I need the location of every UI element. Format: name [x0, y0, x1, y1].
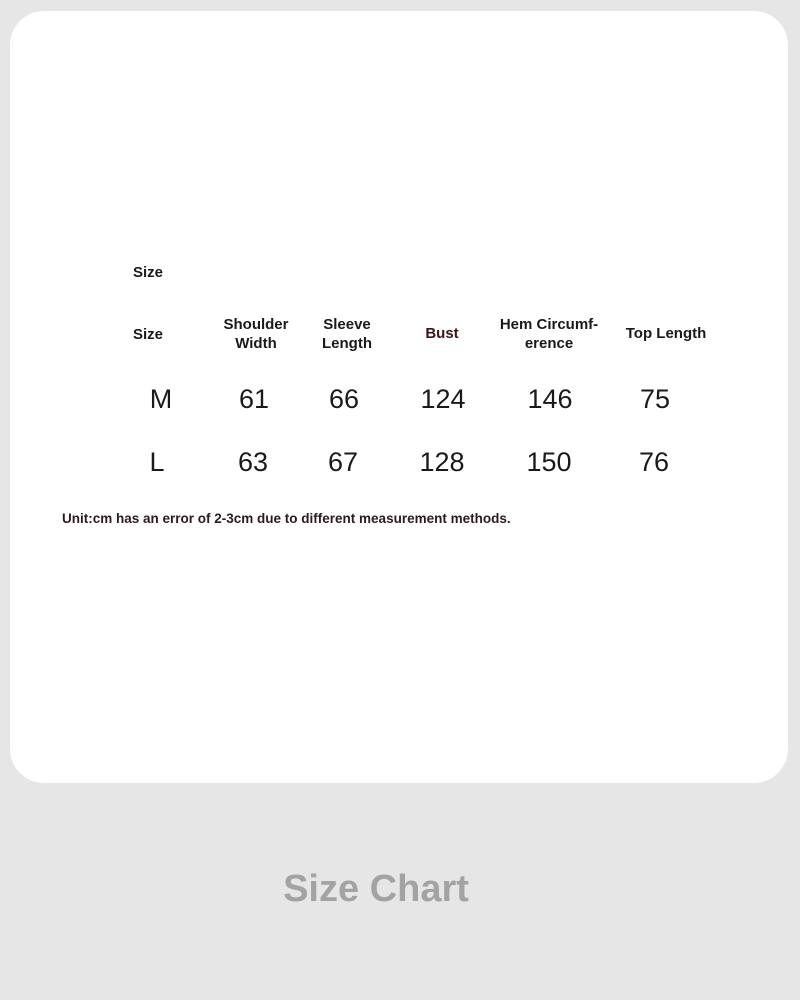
table-cell: 66: [328, 384, 360, 414]
header-shoulder-width: Shoulder Width: [223, 316, 289, 352]
header-size: Size: [133, 326, 164, 343]
table-cell: M: [149, 384, 173, 414]
table-cell: 146: [527, 384, 573, 414]
table-cell: 76: [638, 447, 670, 477]
header-bust: Bust: [425, 325, 459, 342]
table-cell: 128: [419, 447, 465, 477]
table-cell: 67: [327, 447, 359, 477]
header-top-length: Top Length: [625, 325, 707, 342]
size-chart-card: [10, 11, 788, 783]
table-cell: L: [149, 447, 165, 477]
table-title: Size: [133, 264, 164, 281]
table-cell: 124: [420, 384, 466, 414]
header-sleeve-length: Sleeve Length: [322, 316, 372, 352]
table-cell: 61: [238, 384, 270, 414]
table-cell: 75: [639, 384, 671, 414]
table-cell: 150: [526, 447, 572, 477]
size-chart-title: Size Chart: [283, 868, 469, 910]
table-cell: 63: [237, 447, 269, 477]
header-hem-circumference: Hem Circumf- erence: [499, 316, 599, 352]
measurement-note: Unit:cm has an error of 2-3cm due to different measurement methods.: [62, 511, 511, 526]
